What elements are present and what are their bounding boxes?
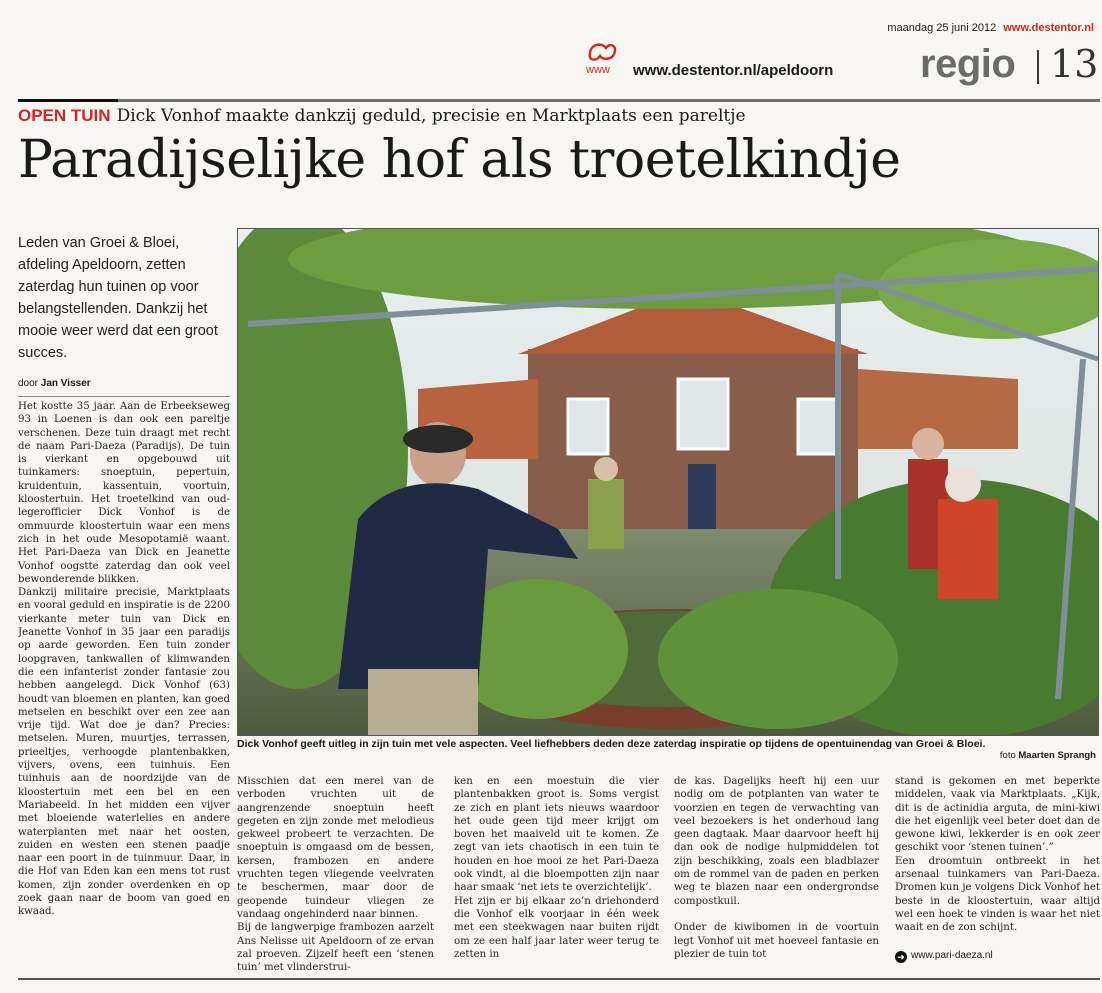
site-url-link[interactable]: www.destentor.nl [1003, 22, 1094, 34]
issue-date: maandag 25 juni 2012 [887, 22, 997, 34]
page-number: 13 [1050, 42, 1099, 86]
body-column-4: de kas. Dagelijks heeft hij een uur nodig om de potplanten van water te voorzien en tegen de verwachting van veel bezoekers is het onderhoud lang geen dagtaak. Maar daarvoor heeft hij dan ook de nodige hulpmiddelen tot zijn beschikking, zoals een bladblazer om de rommel van de paden en perken weg te blazen naar een ondergrondse compostkuil. Onder de kiwibomen in de voortuin legt Vonhof uit met hoeveel fantasie en plezier de tuin tot [674, 776, 879, 960]
byline-prefix: door [18, 378, 39, 389]
kicker-label: OPEN TUIN [18, 106, 111, 125]
photo-caption: Dick Vonhof geeft uitleg in zijn tuin met vele aspecten. Veel liefhebbers deden deze zaterdag inspiratie op tijdens de opentuinendag van Groei & Bloei. [237, 738, 986, 750]
byline-rule [18, 396, 230, 397]
logo-label: www [586, 64, 610, 76]
section-title: regio [920, 42, 1016, 86]
body-column-3: ken en een moestuin die vier plantenbakken groot is. Soms vergist ze zich en plant iets nieuws waardoor het oude geen tijd meer krijgt om boven het maaiveld uit te komen. Ze zegt van iets chaotisch in een tuin te houden en hoe mooi ze het Pari-Daeza ook vindt, al die bloempotten zijn naar haar smaak ‘net iets te overzichtelijk’. Het zijn er bij elkaar zo’n driehonderd die Vonhof elk voorjaar in één week met een steekwagen naar buiten rijdt om ze een half jaar later weer terug te zetten in [454, 776, 659, 960]
web-link-text[interactable]: www.pari-daeza.nl [911, 950, 993, 961]
section-url-link[interactable]: www.destentor.nl/apeldoorn [633, 62, 834, 79]
garden-photo [237, 228, 1099, 736]
body-column-2: Misschien dat een merel van de verboden vruchten uit de aangrenzende snoeptuin heeft gegeten en zijn zonde met melodieus gekweel probeert te verzachten. De snoeptuin is omgaasd om de bessen, kersen, frambozen en andere vruchten tegen vliegende veelvraten te beschermen, maar door de geopende tuindeur vliegen ze vandaag ongehinderd naar binnen. Bij de langwerpige frambozen aarzelt Ans Nelisse uit Apeldoorn of ze ervan zal proeven. Zijzelf heeft een ‘stenen tuin’ met vlinderstrui- [237, 776, 434, 974]
header-rule-accent [18, 99, 118, 102]
section-divider [1037, 50, 1039, 84]
footer-rule [18, 978, 1100, 980]
body-column-5: stand is gekomen en met beperkte middelen, vaak via Marktplaats. „Kijk, dit is de actinidia arguta, de mini-kiwi die het eigenlijk veel beter doet dan de gewone kiwi, lekkerder is en ook zeer geschikt voor ‘stenen tuinen’.” Een droomtuin ontbreekt in het arsenaal tuinkamers van Pari-Daeza. Dromen kun je volgens Dick Vonhof het beste in de kloostertuin, waar altijd wel een hoek te vinden is waar het niet waait en de zon schijnt. [895, 776, 1100, 934]
photo-credit-name: Maarten Sprangh [1018, 750, 1096, 761]
header-rule [18, 99, 1100, 102]
web-link[interactable] [895, 950, 993, 963]
intro-paragraph: Leden van Groei & Bloei, afdeling Apeldoorn, zetten zaterdag hun tuinen op voor belangstellenden. Dankzij het mooie weer werd dat een groot succes. [18, 235, 218, 361]
destentor-logo-icon [584, 40, 620, 78]
headline: Paradijselijke hof als troetelkindje [18, 130, 901, 190]
photo-credit-prefix: foto [999, 750, 1016, 761]
byline-author: Jan Visser [40, 378, 91, 389]
photo-credit [1000, 750, 1096, 761]
kicker [18, 106, 746, 126]
date-line [887, 22, 1094, 34]
body-column-1: Het kostte 35 jaar. Aan de Erbeekseweg 93 in Loenen is dan ook een pareltje verschenen. Deze tuin draagt met recht de naam Pari-Daeza (Paradijs). De tuin is vierkant en opgebouwd uit tuinkamers: snoeptuin, pepertuin, kruidentuin, kassentuin, voortuin, kloostertuin. Het troetelkind van oud-legerofficier Dick Vonhof is de ommuurde kloostertuin waar een mens zich in het oude Mesopotamië waant. Het Pari-Daeza van Dick en Jeanette Vonhof oogstte zaterdag dan ook veel bewonderende blikken. Dankzij militaire precisie, Marktplaats en vooral geduld en inspiratie is de 2200 vierkante meter tuin van Dick en Jeanette Vonhof in 35 jaar een paradijs op aarde geworden. Een tuin zonder loopgraven, tankwallen of klimwanden die een infanterist zonder fantasie zou hebben aangelegd. Dick Vonhof (63) houdt van bloemen en planten, kan goed metselen en beschikt over een zee aan vrije tijd. Wat doe je dan? Precies: metselen. Muren, muurtjes, terrassen, prieeltjes, verhoogde plantenbakken, vijvers, ovens, een tuinhuis. Een tuinhuis aan de noordzijde van de kloostertuin met een bel en een Mariabeeld. In het midden een vijver met bloeiende waterlelies en andere waterplanten met naar het oosten, zuiden en westen een stenen paadje naar een poort in de tuinmuur. Daar, in die Hof van Eden kan een mens tot rust komen, zijn zonder overdenken en op zoek gaan naar de boom van goed en kwaad. [18, 401, 230, 918]
kicker-text: Dick Vonhof maakte dankzij geduld, precisie en Marktplaats een pareltje [116, 106, 746, 126]
arrow-right-icon: ➜ [895, 951, 907, 963]
byline [18, 378, 91, 389]
garden-photo-illustration [238, 229, 1099, 736]
